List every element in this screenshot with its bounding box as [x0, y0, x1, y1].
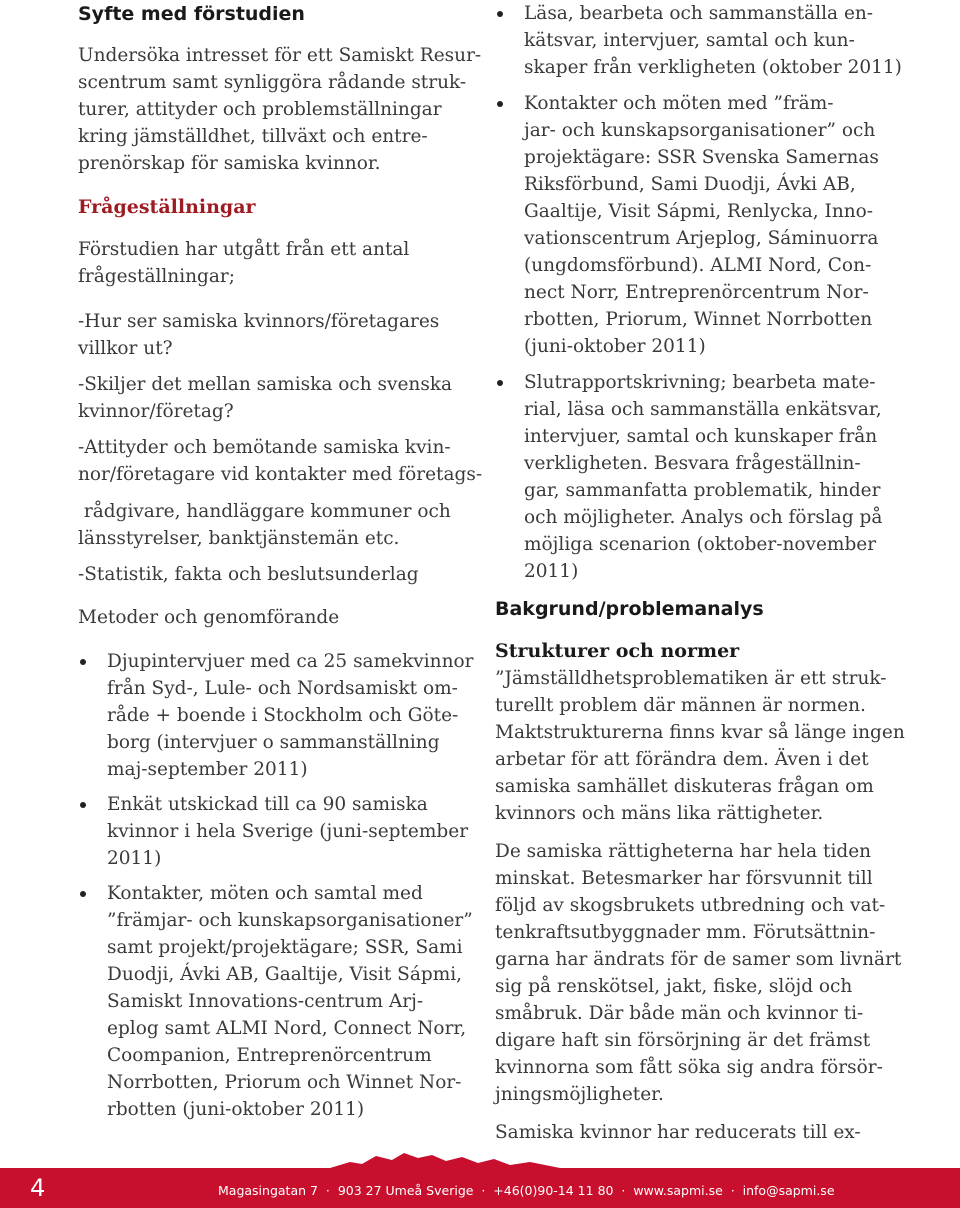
text-line: rådgivare, handläggare kommuner och: [78, 501, 451, 522]
heading-fragestallningar: Frågeställningar: [78, 196, 256, 218]
text-line: länsstyrelser, banktjänstemän etc.: [78, 528, 400, 549]
mountain-silhouette-icon: [0, 1150, 960, 1170]
text-line: följd av skogsbrukets utbredning och vat-: [495, 895, 886, 916]
text-line: frågeställningar;: [78, 266, 235, 287]
heading-bakgrund: Bakgrund/problemanalys: [495, 598, 764, 620]
text-line: kvinnors och mäns lika rättigheter.: [495, 803, 824, 824]
paragraph-2: [495, 838, 901, 1108]
text-line: -Skiljer det mellan samiska och svenska: [78, 374, 453, 395]
text-line: villkor ut?: [78, 338, 173, 359]
text-line: -Attityder och bemötande samiska kvin-: [78, 437, 451, 458]
text-line: arbetar för att förändra dem. Även i det: [495, 749, 869, 770]
text-line: kvinnor/företag?: [78, 401, 234, 422]
text-line: Undersöka intresset för ett Samiskt Resur-: [78, 45, 482, 66]
heading-syfte: Syfte med förstudien: [78, 3, 305, 25]
footer-contact: Magasingatan 7 · 903 27 Umeå Sverige · +46(0)90-14 11 80 · www.sapmi.se · info@sapmi.se: [218, 1183, 835, 1198]
question-3: [78, 434, 482, 488]
text-line: jningsmöjligheter.: [495, 1084, 664, 1105]
list-item: Djupintervjuer med ca 25 samekvinnor från Syd-, Lule- och Nordsamiskt om- råde + boende i Stockholm och Göte- borg (intervjuer o sammanställning maj-september 2011): [78, 648, 488, 783]
question-3-cont: [78, 498, 451, 552]
page-number: 4: [30, 1174, 46, 1202]
text-line: samiska samhället diskuteras frågan om: [495, 776, 874, 797]
text-line: kring jämställdhet, tillväxt och entre-: [78, 126, 428, 147]
text-line: garna har ändrats för de samer som livnärt: [495, 949, 902, 970]
text-line: -Hur ser samiska kvinnors/företagares: [78, 311, 440, 332]
question-2: [78, 371, 452, 425]
list-item: Enkät utskickad till ca 90 samiska kvinnor i hela Sverige (juni-september 2011): [78, 791, 488, 872]
text-line: småbruk. Där både män och kvinnor ti-: [495, 1003, 864, 1024]
question-1: [78, 308, 439, 362]
paragraph-1: [495, 665, 905, 827]
text-line: kvinnorna som fått söka sig andra försör-: [495, 1057, 883, 1078]
text-line: Maktstrukturerna finns kvar så länge ingen: [495, 722, 905, 743]
text-line: prenörskap för samiska kvinnor.: [78, 153, 381, 174]
list-item: Läsa, bearbeta och sammanställa en- kätsvar, intervjuer, samtal och kun- skaper från verkligheten (oktober 2011): [495, 0, 915, 81]
list-item: Kontakter och möten med ”främ- jar- och kunskapsorganisationer” och projektägare: SSR Svenska Samernas Riksförbund, Sami Duodji, Ávki AB, Gaaltije, Visit Sápmi, Renlycka, Inno- vationscentrum Arjeplog, Sáminuorra (ungdomsförbund). ALMI Nord, Con- nect Norr, Entreprenörcentrum Nor- rbotten, Priorum, Winnet Norrbotten (juni-oktober 2011): [495, 90, 915, 360]
steps-list: [495, 0, 915, 585]
intro-paragraph: [78, 42, 481, 177]
text-line: sig på renskötsel, jakt, fiske, slöjd och: [495, 976, 853, 997]
text-line: Förstudien har utgått från ett antal: [78, 239, 410, 260]
text-line: minskat. Betesmarker har försvunnit till: [495, 868, 873, 889]
text-line: nor/företagare vid kontakter med företags-: [78, 464, 483, 485]
text-line: turellt problem där männen är normen.: [495, 695, 866, 716]
list-item: Slutrapportskrivning; bearbeta mate- rial, läsa och sammanställa enkätsvar, intervjuer, samtal och kunskaper från verkligheten. Besvara frågeställnin- gar, sammanfatta problematik, hinder och möjligheter. Analys och förslag på möjliga scenarion (oktober-november 2011): [495, 369, 915, 585]
list-item: Kontakter, möten och samtal med ”främjar- och kunskapsorganisationer” samt projekt/projektägare; SSR, Sami Duodji, Ávki AB, Gaaltije, Visit Sápmi, Samiskt Innovations-centrum Arj- eplog samt ALMI Nord, Connect Norr, Coompanion, Entreprenörcentrum Norrbotten, Priorum och Winnet Nor- rbotten (juni-oktober 2011): [78, 880, 488, 1123]
paragraph-3: Samiska kvinnor har reducerats till ex-: [495, 1122, 861, 1143]
text-line: turer, attityder och problemställningar: [78, 99, 442, 120]
text-line: scentrum samt synliggöra rådande struk-: [78, 72, 467, 93]
heading-metoder: Metoder och genomförande: [78, 607, 340, 628]
text-line: De samiska rättigheterna har hela tiden: [495, 841, 872, 862]
methods-list: [78, 648, 488, 1123]
text-line: digare haft sin försörjning är det främst: [495, 1030, 871, 1051]
footer-bar: [0, 1168, 960, 1208]
heading-strukturer: Strukturer och normer: [495, 640, 740, 662]
text-line: tenkraftsutbyggnader mm. Förutsättnin-: [495, 922, 876, 943]
text-line: ”Jämställdhetsproblematiken är ett struk-: [495, 668, 887, 689]
questions-intro: [78, 236, 409, 290]
question-4: -Statistik, fakta och beslutsunderlag: [78, 564, 419, 585]
